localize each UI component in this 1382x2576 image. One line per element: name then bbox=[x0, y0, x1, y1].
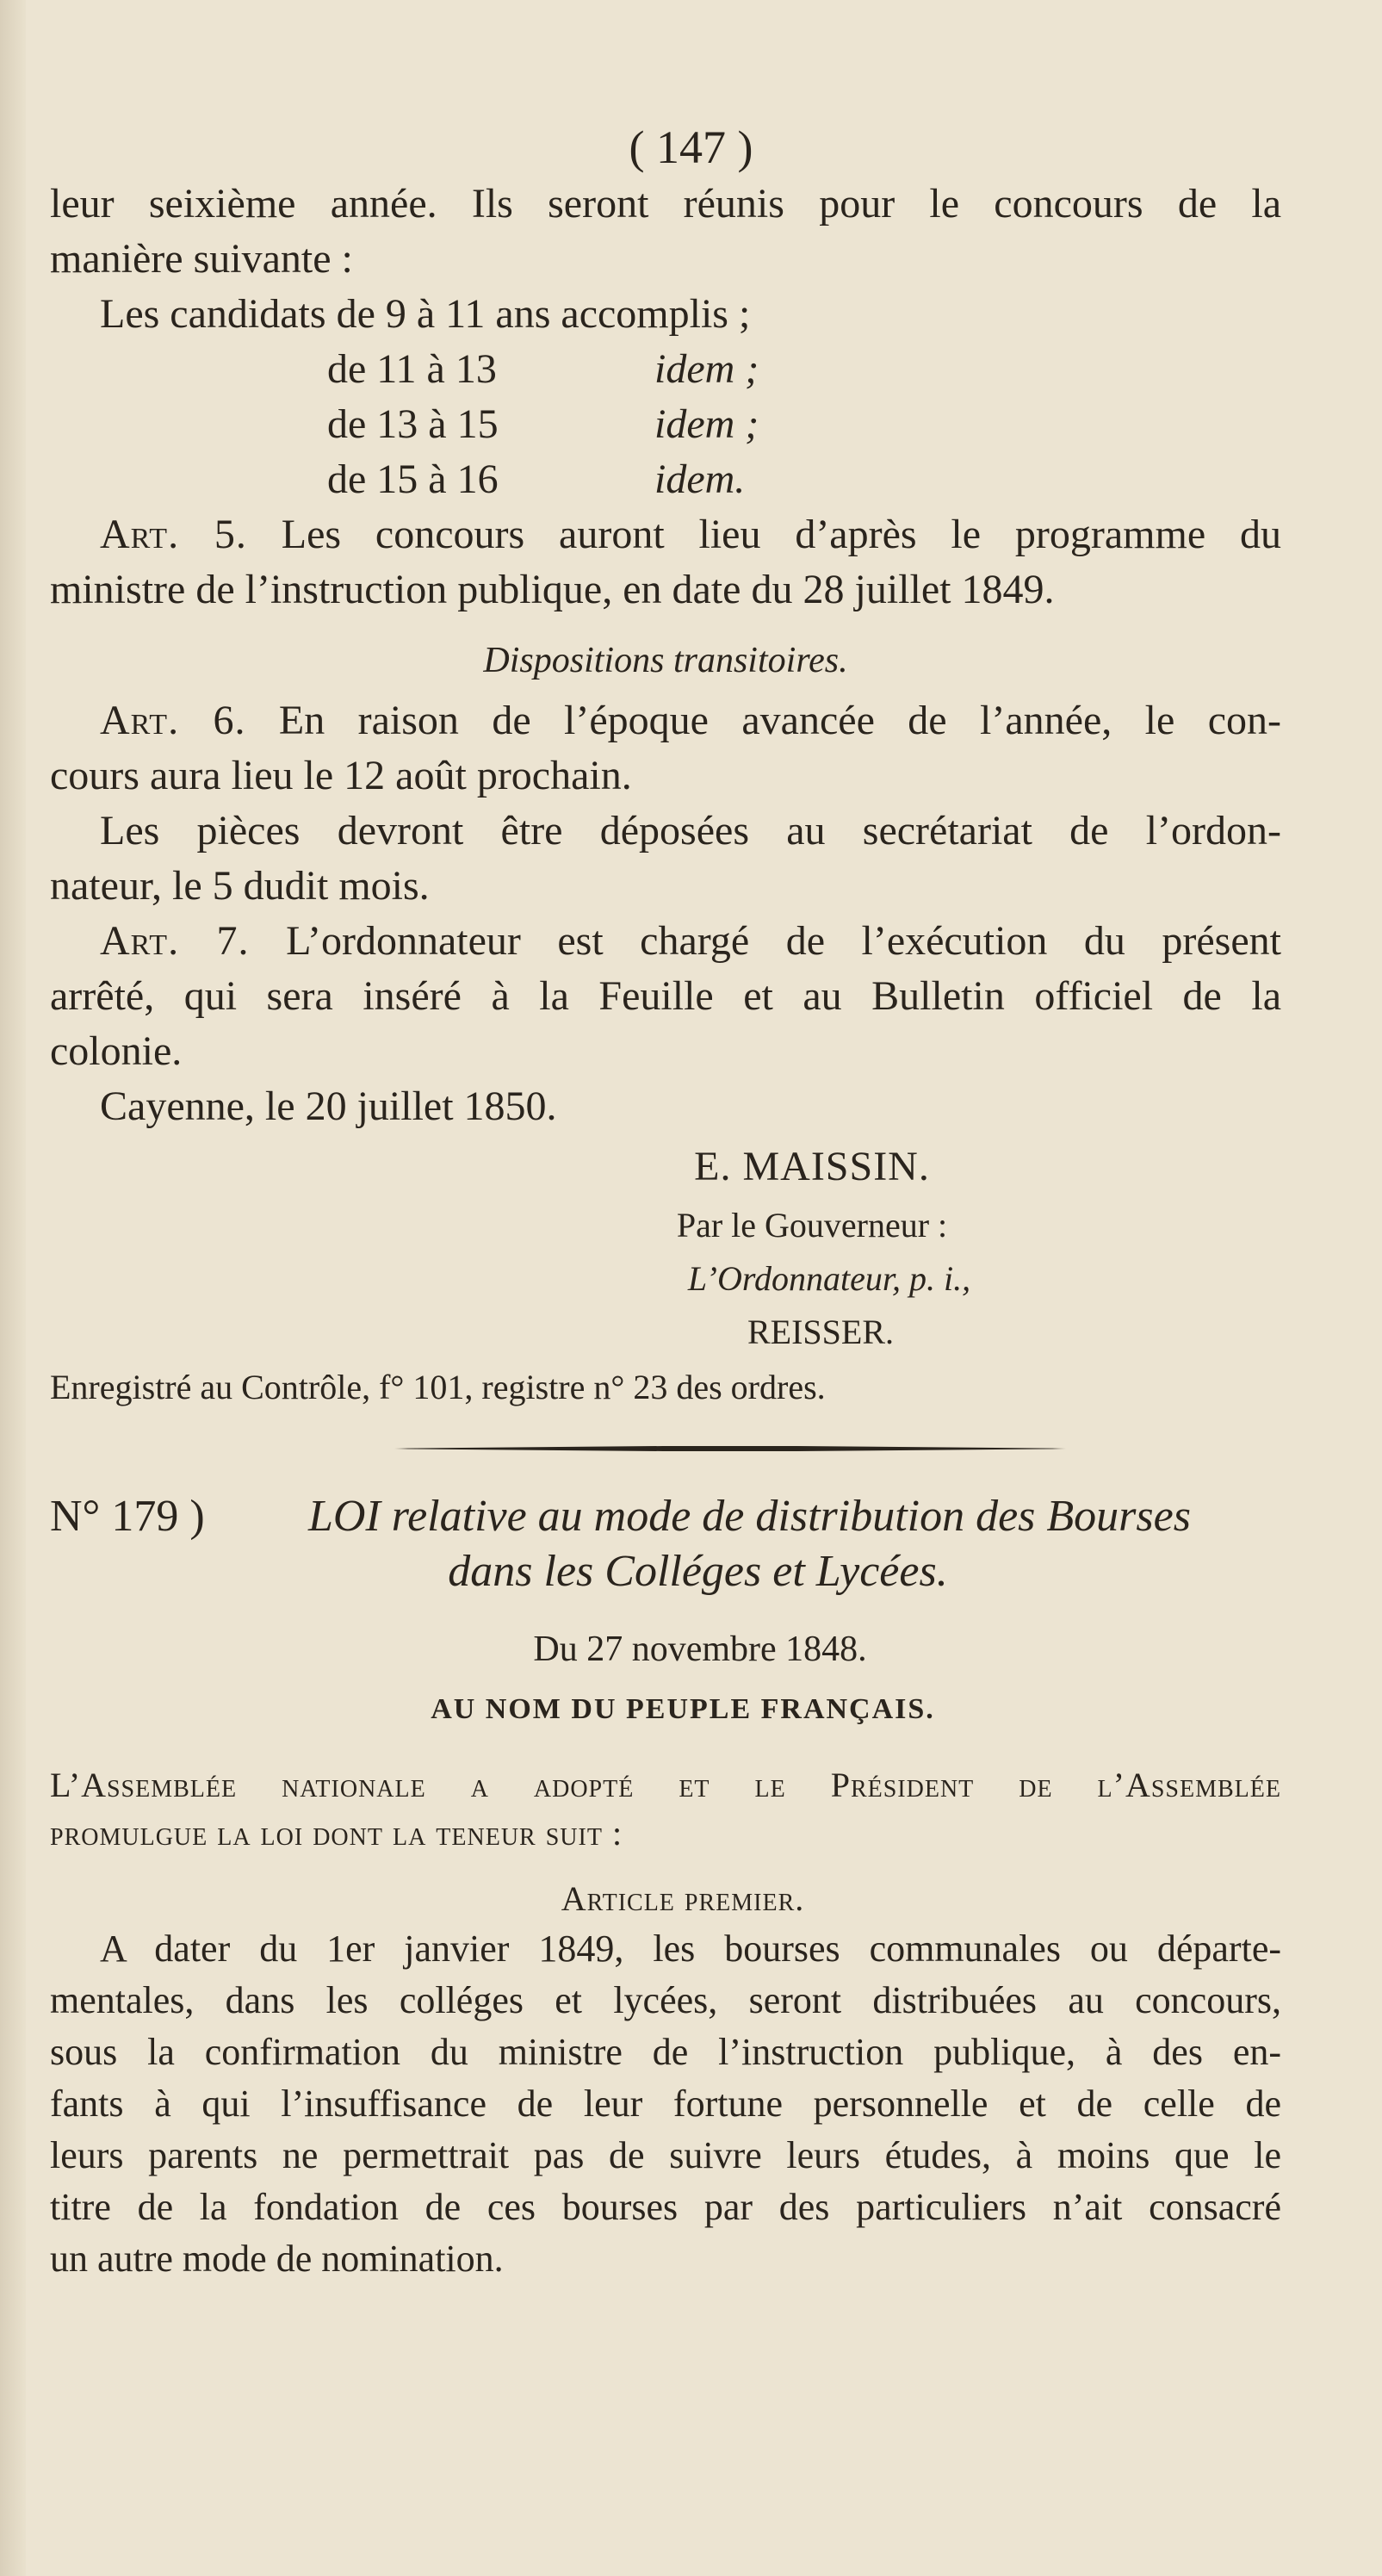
section-heading: Dispositions transitoires. bbox=[483, 641, 848, 680]
text-line: nateur, le 5 dudit mois. bbox=[50, 863, 430, 909]
article-7 bbox=[50, 914, 1281, 969]
text-line: Les candidats de 9 à 11 ans accomplis ; bbox=[100, 291, 751, 337]
body-line: fants à qui l’insuffisance de leur fortune personnelle et de celle de bbox=[50, 2083, 1281, 2125]
age-range: de 13 à 15 bbox=[327, 401, 499, 447]
signature-reisser: REISSER. bbox=[747, 1313, 895, 1351]
registration-note: Enregistré au Contrôle, f° 101, registre n° 23 des ordres. bbox=[50, 1368, 826, 1406]
law-title-2: dans les Colléges et Lycées. bbox=[448, 1547, 948, 1596]
law-preamble: L’Assemblée nationale a adopté et le Président de l’Assemblée bbox=[50, 1766, 1281, 1804]
body-line: un autre mode de nomination. bbox=[50, 2238, 504, 2280]
article-6 bbox=[50, 693, 1281, 748]
age-row bbox=[327, 397, 1281, 452]
age-label: idem ; bbox=[654, 401, 759, 447]
body-line: titre de la fondation de ces bourses par des particuliers n’ait consacré bbox=[50, 2186, 1281, 2228]
law-au-nom: AU NOM DU PEUPLE FRANÇAIS. bbox=[431, 1693, 935, 1725]
law-preamble-2: promulgue la loi dont la teneur suit : bbox=[50, 1814, 623, 1853]
age-range: de 15 à 16 bbox=[327, 456, 499, 502]
text-line: colonie. bbox=[50, 1028, 183, 1074]
text-line: manière suivante : bbox=[50, 236, 353, 282]
text-line: cours aura lieu le 12 août prochain. bbox=[50, 753, 632, 798]
law-header bbox=[50, 1489, 1281, 1599]
law-number: N° 179 ) bbox=[50, 1492, 205, 1541]
signature-par: Par le Gouverneur : bbox=[676, 1206, 948, 1245]
body-line: sous la confirmation du ministre de l’instruction publique, à des en- bbox=[50, 2031, 1281, 2073]
age-row bbox=[327, 452, 1281, 507]
age-row bbox=[327, 342, 1281, 397]
page-number: ( 147 ) bbox=[629, 121, 753, 173]
age-label: idem. bbox=[654, 456, 746, 502]
article-heading: Article premier. bbox=[561, 1879, 805, 1918]
body-line: A dater du 1er janvier 1849, les bourses communales ou départe- bbox=[100, 1927, 1281, 1970]
age-ranges bbox=[327, 342, 1281, 507]
age-label: idem ; bbox=[654, 346, 759, 392]
document-page bbox=[50, 177, 1281, 2285]
body-line: mentales, dans les colléges et lycées, seront distribuées au concours, bbox=[50, 1979, 1281, 2021]
text-line: Les pièces devront être déposées au secrétariat de l’ordon- bbox=[100, 808, 1281, 853]
text-line: leur seixième année. Ils seront réunis pour le concours de la bbox=[50, 181, 1281, 227]
law-title-block bbox=[308, 1489, 1191, 1599]
article-label: Art. 5. bbox=[100, 512, 247, 557]
page-edge bbox=[0, 0, 26, 2576]
text-line: ministre de l’instruction publique, en date du 28 juillet 1849. bbox=[50, 567, 1055, 612]
article-label: Art. 6. bbox=[100, 698, 246, 743]
law-title: LOI relative au mode de distribution des Bourses bbox=[308, 1492, 1191, 1541]
text-line: Les concours auront lieu d’après le programme du bbox=[281, 512, 1281, 557]
body-line: leurs parents ne permettrait pas de suivre leurs études, à moins que le bbox=[50, 2134, 1281, 2176]
text-line: arrêté, qui sera inséré à la Feuille et au Bulletin officiel de la bbox=[50, 973, 1281, 1019]
text-line: En raison de l’époque avancée de l’année, le con- bbox=[278, 698, 1281, 743]
text-line: L’ordonnateur est chargé de l’exécution du présent bbox=[286, 918, 1281, 964]
signature-name: E. MAISSIN. bbox=[694, 1144, 930, 1189]
section-divider bbox=[50, 1446, 1281, 1451]
article-body bbox=[50, 1923, 1281, 2285]
signature-ordonnateur: L’Ordonnateur, p. i., bbox=[687, 1259, 971, 1298]
article-5 bbox=[50, 507, 1281, 562]
age-range: de 11 à 13 bbox=[327, 346, 497, 392]
date-place: Cayenne, le 20 juillet 1850. bbox=[100, 1083, 557, 1129]
article-label: Art. 7. bbox=[100, 918, 250, 964]
divider-rule bbox=[394, 1446, 1066, 1451]
law-date: Du 27 novembre 1848. bbox=[533, 1629, 867, 1669]
